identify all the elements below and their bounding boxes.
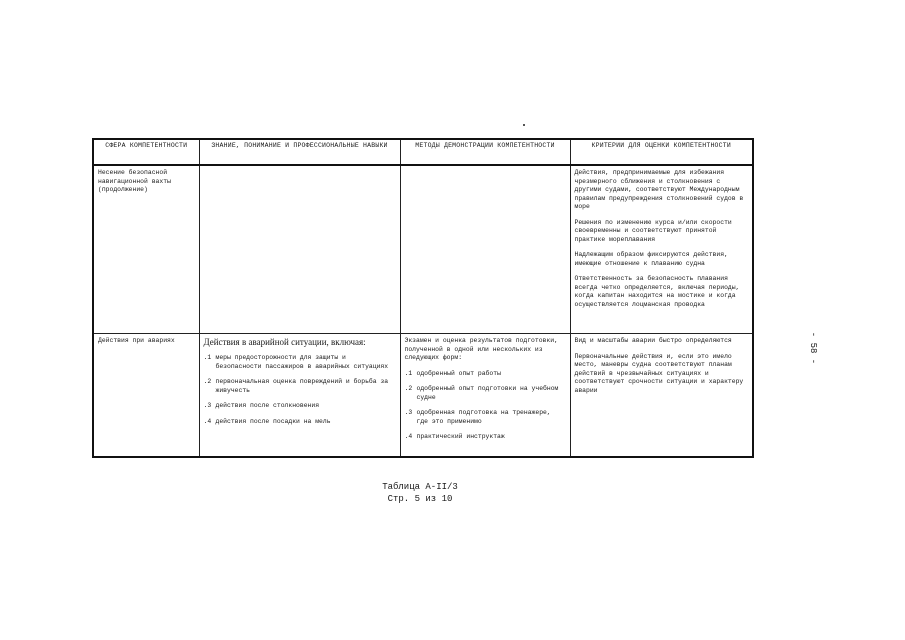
header-knowledge: ЗНАНИЕ, ПОНИМАНИЕ И ПРОФЕССИОНАЛЬНЫЕ НАВЫКИ [199, 139, 400, 165]
methods-cell [400, 165, 570, 334]
sphere-text: Действия при авариях [98, 337, 175, 344]
speck-dot [523, 124, 525, 126]
header-methods: МЕТОДЫ ДЕМОНСТРАЦИИ КОМПЕТЕНТНОСТИ [400, 139, 570, 165]
table-row [93, 334, 753, 458]
sphere-cell [93, 165, 199, 334]
item-text: первоначальная оценка повреждений и борьба за живучесть [215, 378, 389, 394]
item-text: меры предосторожности для защиты и безопасности пассажиров в аварийных ситуациях [215, 354, 389, 370]
item-number: .2 [404, 385, 413, 392]
criteria-paragraph: Действия, предпринимаемые для избежания чрезмерного сближения и столкновения с другими судами, соответствуют Международным правилам предупреждения столкновений судов в море [574, 169, 744, 210]
list-item [405, 433, 566, 442]
item-text: одобренный опыт подготовки на учебном судне [416, 385, 559, 401]
item-number: .3 [404, 409, 413, 416]
side-page-number: - 58 - [808, 331, 819, 365]
item-number: .1 [404, 369, 413, 377]
criteria-paragraph: Вид и масштабы аварии быстро определяются [574, 337, 732, 344]
item-number: .2 [203, 378, 212, 385]
item-text: одобренная подготовка на тренажере, где это применимо [416, 409, 551, 425]
list-item [204, 402, 396, 411]
list-item [204, 354, 396, 371]
criteria-cell [570, 165, 753, 334]
list-item [405, 370, 566, 379]
table-row [93, 165, 753, 334]
page-label: Стр. 5 из 10 [387, 494, 453, 504]
knowledge-cell [199, 165, 400, 334]
knowledge-lead: Действия в аварийной ситуации, включая: [203, 337, 366, 347]
list-item [204, 378, 396, 395]
criteria-cell [570, 334, 753, 458]
header-criteria: КРИТЕРИИ ДЛЯ ОЦЕНКИ КОМПЕТЕНТНОСТИ [570, 139, 753, 165]
methods-cell [400, 334, 570, 458]
item-number: .1 [203, 354, 212, 361]
table-label: Таблица А-II/3 [382, 482, 458, 492]
item-text: одобренный опыт работы [416, 369, 501, 377]
header-sphere: СФЕРА КОМПЕТЕНТНОСТИ [93, 139, 199, 165]
item-text: действия после посадки на мель [215, 417, 331, 425]
sphere-text: Несение безопасной навигационной вахты (продолжение) [98, 169, 171, 193]
list-item [405, 409, 566, 426]
knowledge-cell [199, 334, 400, 458]
list-item [204, 418, 396, 427]
item-number: .4 [203, 417, 212, 425]
methods-lead: Экзамен и оценка результатов подготовки, полученной в одной или нескольких из следующих форм: [404, 337, 558, 361]
criteria-paragraph: Первоначальные действия и, если это имело место, маневры судна соответствуют планам действий в чрезвычайных ситуациях и соответствуют срочности ситуации и характеру аварии [574, 352, 744, 394]
competence-table [92, 138, 754, 458]
page-footer [350, 481, 490, 505]
item-text: действия после столкновения [215, 402, 320, 409]
header-row [93, 139, 753, 165]
item-number: .4 [404, 433, 413, 440]
sphere-cell [93, 334, 199, 458]
criteria-paragraph: Надлежащим образом фиксируются действия, имеющие отношение к плаванию судна [574, 251, 728, 267]
criteria-paragraph: Решения по изменению курса и/или скорости своевременны и соответствуют принятой практике мореплавания [574, 218, 732, 243]
item-number: .3 [203, 402, 212, 409]
list-item [405, 385, 566, 402]
criteria-paragraph: Ответственность за безопасность плавания всегда четко определяется, включая периоды, когда капитан находится на мостике и когда осуществляется лоцманская проводка [574, 275, 740, 308]
item-text: практический инструктаж [416, 433, 505, 440]
